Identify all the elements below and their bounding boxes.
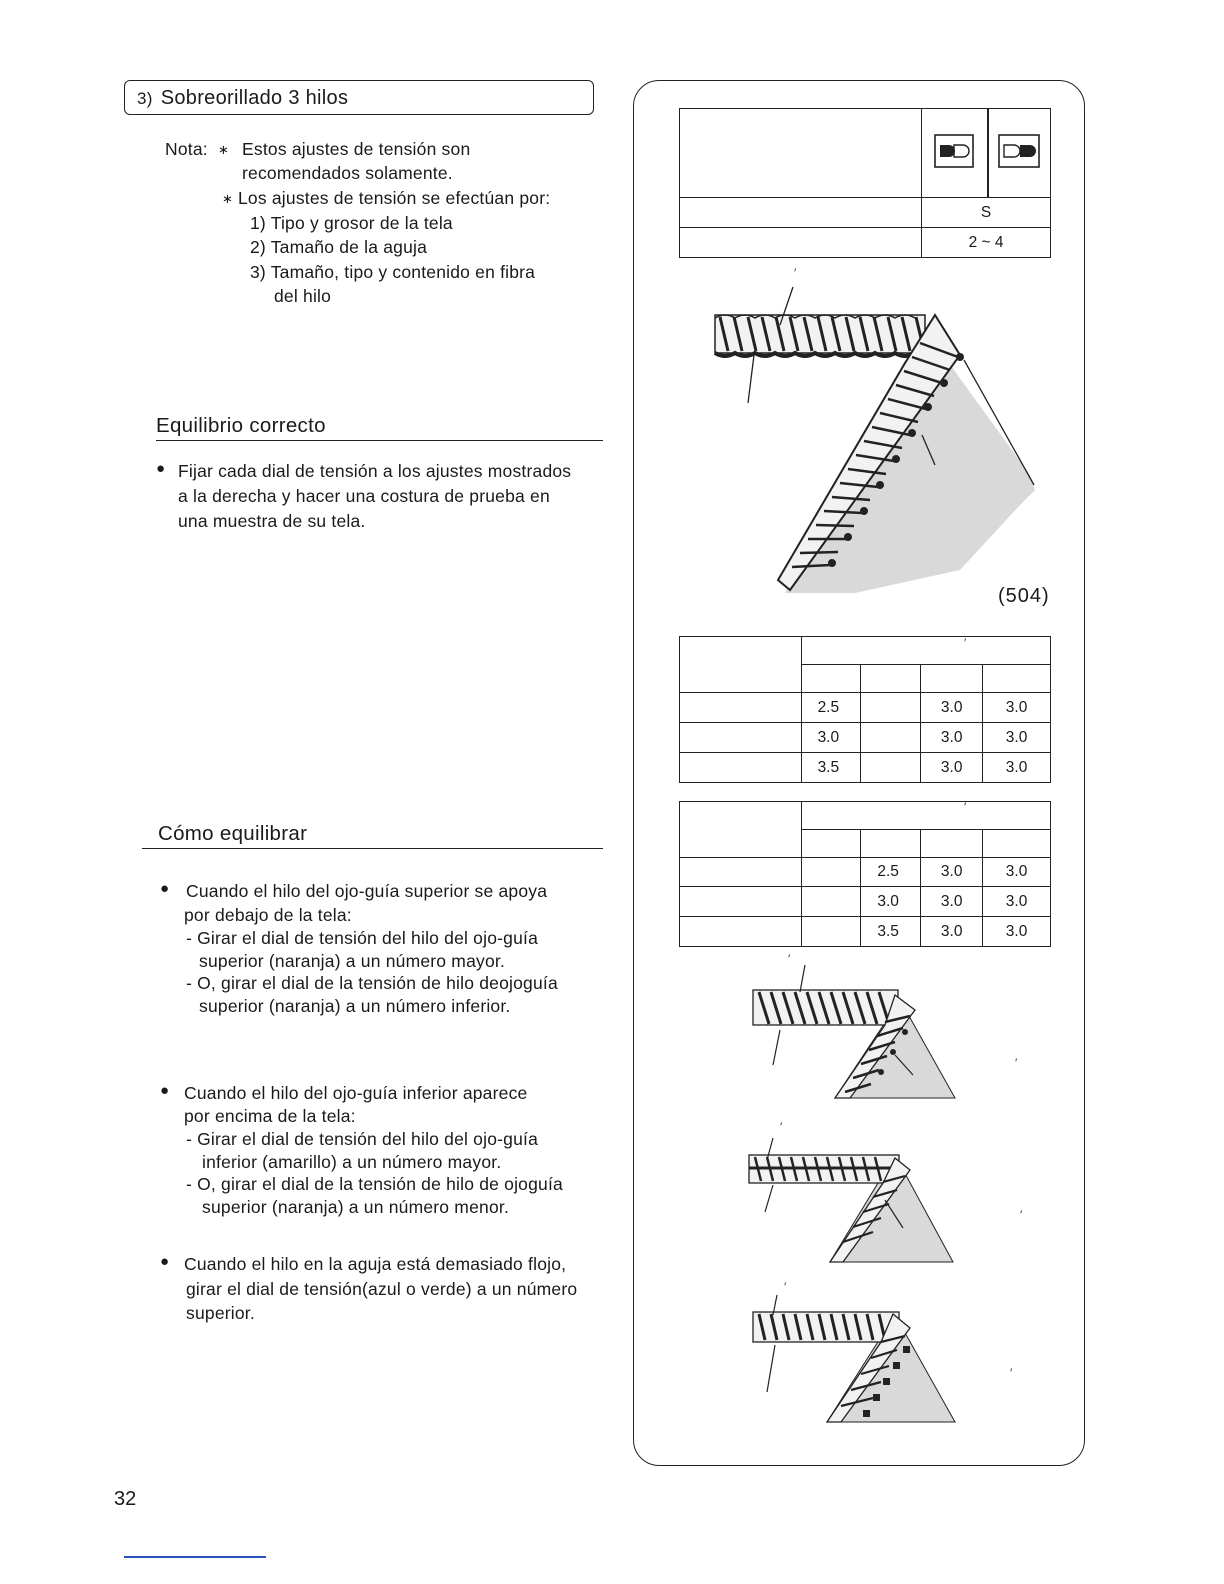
table-cell <box>861 723 921 753</box>
section-number: 3) <box>137 89 153 108</box>
table-cell: 3.5 <box>801 753 861 783</box>
equilibrio-line: una muestra de su tela. <box>178 511 366 531</box>
como-item-line: Cuando el hilo en la aguja está demasiado flojo, <box>184 1254 567 1274</box>
lower-looper-cell <box>988 109 1051 198</box>
notes-line: Estos ajustes de tensión son <box>242 139 471 159</box>
tick-mark: ′ <box>964 636 967 650</box>
stitch-setting-value: S <box>922 198 1051 228</box>
overlock-stitch-diagram <box>700 275 1050 600</box>
table-cell <box>801 887 861 917</box>
tick-mark: ′ <box>784 1280 787 1294</box>
como-item-line: - O, girar el dial de la tensión de hilo de ojoguía <box>186 1174 563 1194</box>
bullet-icon: ● <box>160 1253 170 1270</box>
como-heading: Cómo equilibrar <box>142 822 603 849</box>
table-cell: 3.0 <box>921 887 983 917</box>
table-cell: 3.0 <box>921 723 983 753</box>
como-item-line: superior. <box>186 1303 255 1323</box>
bullet-icon: ● <box>160 880 170 897</box>
table-cell: 3.0 <box>983 887 1051 917</box>
table-cell <box>861 693 921 723</box>
tick-mark: ′ <box>964 800 967 814</box>
como-item-line: inferior (amarillo) a un número mayor. <box>202 1152 502 1172</box>
notes-line: Los ajustes de tensión se efectúan por: <box>238 188 551 208</box>
como-item-line: superior (naranja) a un número mayor. <box>199 951 506 971</box>
tick-mark: ′ <box>1020 1208 1023 1222</box>
como-item-line: girar el dial de tensión(azul o verde) a un número <box>186 1279 578 1299</box>
asterisk-icon: ∗ <box>218 142 230 157</box>
equilibrio-line: Fijar cada dial de tensión a los ajustes mostrados <box>178 461 572 481</box>
lower-looper-icon <box>998 134 1040 168</box>
stitch-code-label: (504) <box>998 585 1050 607</box>
stitch-diagram-needle-loose <box>745 1290 960 1425</box>
table-cell: 3.0 <box>921 858 983 887</box>
como-item-line: - Girar el dial de tensión del hilo del ojo-guía <box>186 928 539 948</box>
como-item-line: superior (naranja) a un número menor. <box>202 1197 510 1217</box>
settings-table <box>679 108 1051 258</box>
tick-mark: ′ <box>788 952 791 966</box>
equilibrio-heading: Equilibrio correcto <box>156 414 603 441</box>
table-cell: 3.0 <box>861 887 921 917</box>
table-cell: 3.5 <box>861 917 921 947</box>
table-cell: 3.0 <box>921 753 983 783</box>
table-cell: 3.0 <box>921 917 983 947</box>
table-cell: 3.0 <box>921 693 983 723</box>
stitch-diagram-upper-low <box>745 960 960 1100</box>
table-cell: 3.0 <box>801 723 861 753</box>
notes-line: 3) Tamaño, tipo y contenido en fibra <box>250 262 536 282</box>
tick-mark: ′ <box>1010 1366 1013 1380</box>
table-cell: 2.5 <box>801 693 861 723</box>
como-item-line: superior (naranja) a un número inferior. <box>199 996 511 1016</box>
asterisk-icon: ∗ <box>222 191 234 206</box>
tension-table-2 <box>679 801 1051 947</box>
table-cell <box>801 858 861 887</box>
bullet-icon: ● <box>160 1082 170 1099</box>
como-item-line: por debajo de la tela: <box>184 905 352 925</box>
section-title-box <box>124 80 594 115</box>
tension-table-1 <box>679 636 1051 783</box>
bottom-rule <box>124 1556 266 1558</box>
upper-looper-cell <box>922 109 988 198</box>
tick-mark: ′ <box>794 266 797 280</box>
notes-line: recomendados solamente. <box>242 163 453 183</box>
table-cell: 3.0 <box>983 693 1051 723</box>
como-item-line: Cuando el hilo del ojo-guía superior se apoya <box>186 881 548 901</box>
table-cell: 3.0 <box>983 858 1051 887</box>
table-cell <box>801 917 861 947</box>
tick-mark: ′ <box>780 1120 783 1134</box>
section-title: Sobreorillado 3 hilos <box>160 87 349 109</box>
como-item-line: - Girar el dial de tensión del hilo del ojo-guía <box>186 1129 539 1149</box>
notes-line: 1) Tipo y grosor de la tela <box>250 213 453 233</box>
stitch-diagram-lower-high <box>745 1130 960 1265</box>
tick-mark: ′ <box>1015 1056 1018 1070</box>
stitch-length-value: 2 ~ 4 <box>922 228 1051 258</box>
upper-looper-icon <box>934 134 974 168</box>
table-cell: 3.0 <box>983 753 1051 783</box>
bullet-icon: ● <box>156 460 166 477</box>
table-cell: 2.5 <box>861 858 921 887</box>
como-item-line: por encima de la tela: <box>184 1106 356 1126</box>
como-item-line: - O, girar el dial de la tensión de hilo deojoguía <box>186 973 558 993</box>
table-cell <box>861 753 921 783</box>
page-number: 32 <box>114 1488 137 1510</box>
equilibrio-line: a la derecha y hacer una costura de prueba en <box>178 486 550 506</box>
notes-line: del hilo <box>274 286 332 306</box>
table-cell: 3.0 <box>983 917 1051 947</box>
notes-line: 2) Tamaño de la aguja <box>250 237 428 257</box>
notes-label: Nota: <box>165 139 208 159</box>
como-item-line: Cuando el hilo del ojo-guía inferior aparece <box>184 1083 528 1103</box>
table-cell: 3.0 <box>983 723 1051 753</box>
